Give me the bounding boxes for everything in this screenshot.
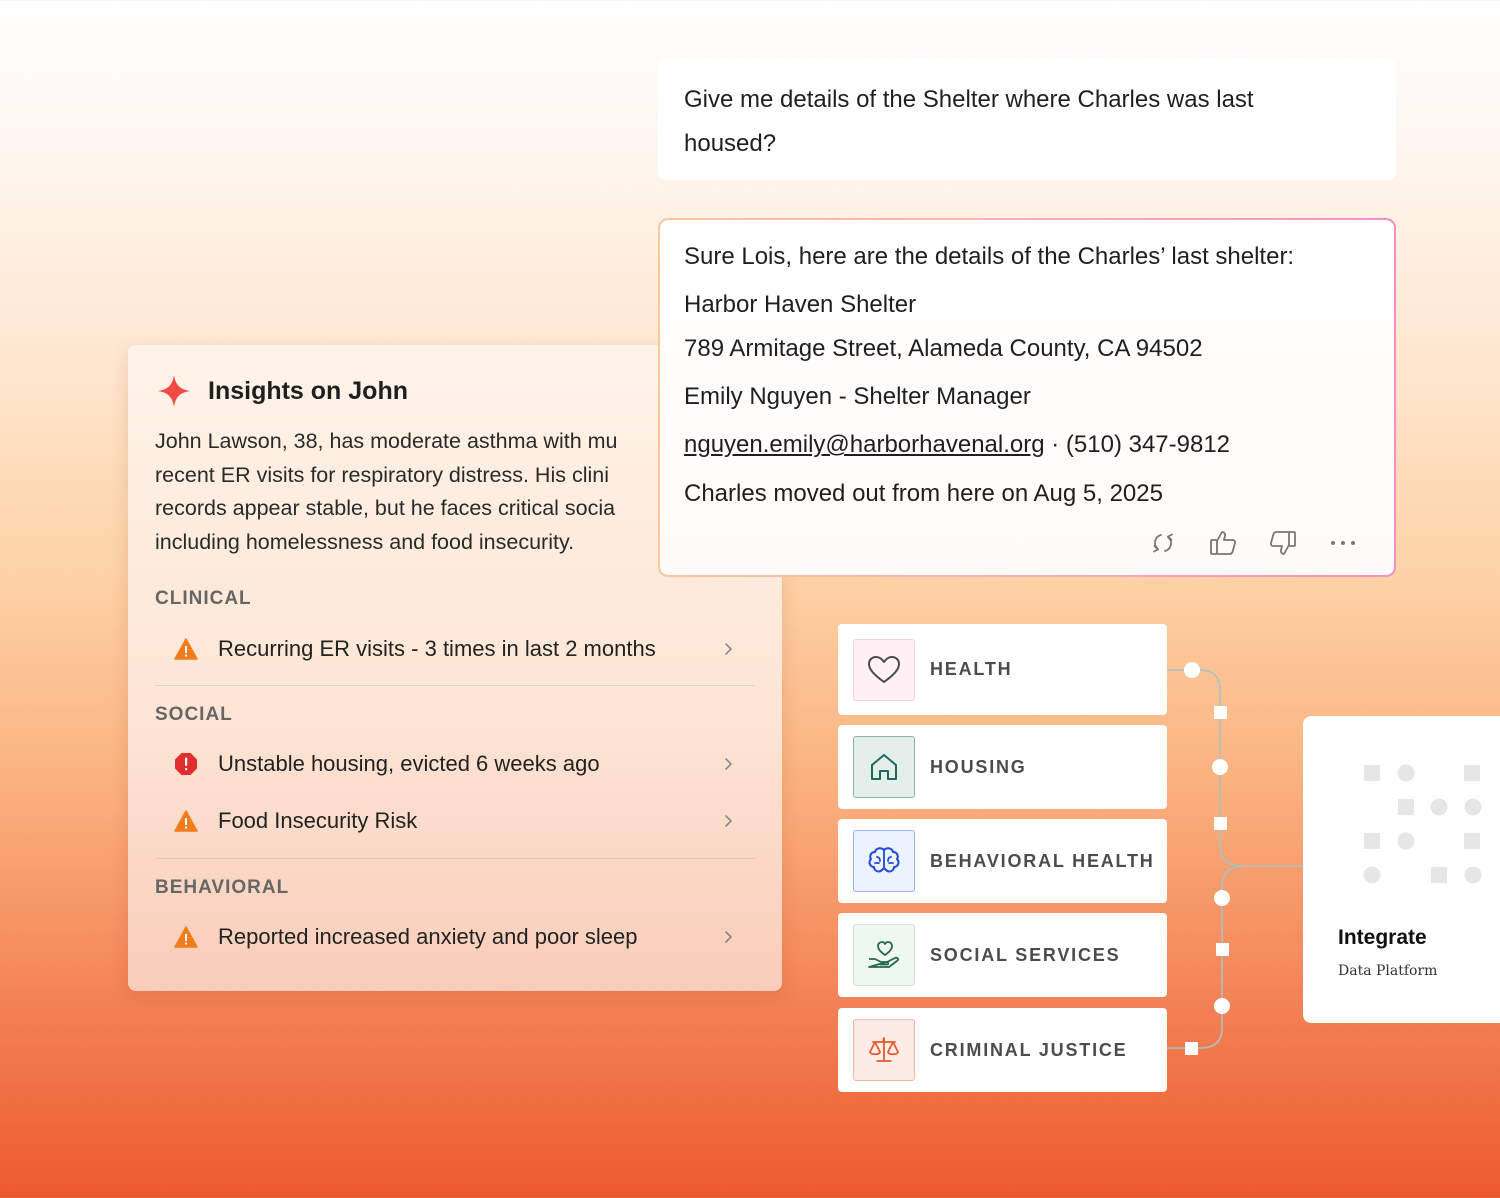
thumbs-up-icon [1208, 528, 1238, 558]
insight-text: Unstable housing, evicted 6 weeks ago [218, 751, 600, 776]
more-icon [1330, 539, 1356, 547]
chat-question-bubble [658, 58, 1396, 180]
shelter-contact-info [684, 431, 1230, 459]
shelter-contact: Emily Nguyen - Shelter Manager [684, 383, 1031, 410]
section-divider [155, 685, 755, 686]
category-behavioral-health[interactable] [838, 819, 1167, 903]
thumbs-up-button[interactable] [1208, 528, 1238, 558]
chevron-right-icon [721, 930, 735, 944]
integrate-logo-icon [1361, 764, 1500, 894]
insights-header [156, 373, 408, 409]
category-label: HOUSING [930, 756, 1027, 777]
section-divider [155, 858, 755, 859]
integrate-title: Integrate [1338, 926, 1427, 949]
chat-question-line-2: housed? [684, 130, 777, 157]
scales-icon [853, 1019, 915, 1081]
category-label: HEALTH [930, 659, 1013, 679]
insight-text: Recurring ER visits - 3 times in last 2 months [218, 636, 656, 661]
category-housing[interactable] [838, 725, 1167, 809]
category-social-services[interactable] [838, 913, 1167, 997]
hand-heart-icon [853, 924, 915, 986]
answer-actions [1148, 528, 1358, 558]
shelter-email-link[interactable]: nguyen.emily@harborhavenal.org [684, 431, 1045, 458]
regenerate-icon [1149, 529, 1177, 557]
chat-question-line-1: Give me details of the Shelter where Charles was last [684, 86, 1254, 113]
answer-intro: Sure Lois, here are the details of the Charles’ last shelter: [684, 243, 1295, 270]
shelter-move-out: Charles moved out from here on Aug 5, 2025 [684, 480, 1163, 507]
section-label-social: SOCIAL [155, 704, 233, 725]
sparkle-icon [156, 373, 192, 409]
thumbs-down-button[interactable] [1268, 528, 1298, 558]
category-criminal-justice[interactable] [838, 1008, 1167, 1092]
insight-row-er-visits[interactable] [155, 629, 755, 669]
warning-icon [174, 925, 198, 949]
insight-text: Food Insecurity Risk [218, 808, 418, 833]
thumbs-down-icon [1268, 528, 1298, 558]
insight-row-housing[interactable] [155, 744, 755, 784]
category-health[interactable] [838, 624, 1167, 715]
shelter-address: 789 Armitage Street, Alameda County, CA 94502 [684, 335, 1203, 362]
chevron-right-icon [721, 757, 735, 771]
section-label-clinical: CLINICAL [155, 588, 252, 609]
integrate-card[interactable] [1303, 716, 1500, 1023]
heart-icon [853, 639, 915, 701]
shelter-phone: · (510) 347-9812 [1044, 431, 1231, 458]
integration-connector [1160, 650, 1310, 1070]
integrate-subtitle: Data Platform [1338, 963, 1438, 979]
chat-answer-card [658, 218, 1396, 577]
shelter-name: Harbor Haven Shelter [684, 291, 917, 318]
insight-row-food[interactable] [155, 801, 755, 841]
house-icon [853, 736, 915, 798]
warning-icon [174, 637, 198, 661]
insight-row-anxiety[interactable] [155, 917, 755, 957]
insight-text: Reported increased anxiety and poor sleep [218, 924, 638, 949]
critical-alert-icon [174, 752, 198, 776]
category-label: CRIMINAL JUSTICE [930, 1039, 1128, 1060]
summary-line: including homelessness and food insecurity. [155, 529, 575, 554]
summary-line: records appear stable, but he faces critical socia [155, 496, 616, 520]
brain-icon [853, 830, 915, 892]
chevron-right-icon [721, 642, 735, 656]
regenerate-button[interactable] [1148, 528, 1178, 558]
more-options-button[interactable] [1328, 528, 1358, 558]
summary-line: John Lawson, 38, has moderate asthma with mu [155, 429, 618, 453]
category-label: BEHAVIORAL HEALTH [930, 850, 1155, 871]
chevron-right-icon [721, 814, 735, 828]
summary-line: recent ER visits for respiratory distress. His clini [155, 462, 609, 487]
section-label-behavioral: BEHAVIORAL [155, 877, 290, 898]
category-label: SOCIAL SERVICES [930, 944, 1121, 965]
warning-icon [174, 809, 198, 833]
insights-title: Insights on John [208, 376, 408, 405]
